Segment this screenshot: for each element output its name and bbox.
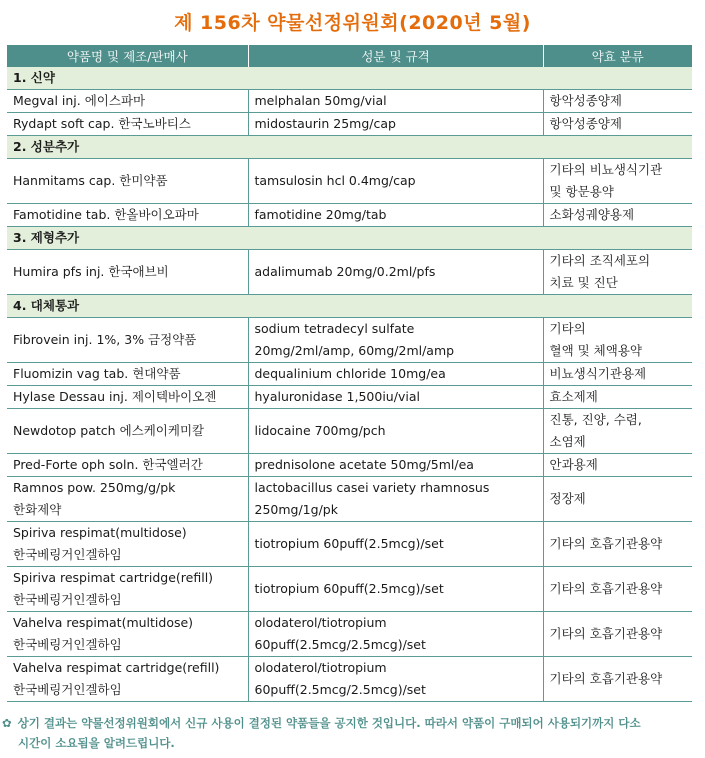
drug-category: 기타의 혈액 및 체액용약 xyxy=(543,318,692,363)
table-row xyxy=(7,250,692,295)
drug-name: Spiriva respimat(multidose) 한국베링거인겔하임 xyxy=(7,522,248,567)
flower-bullet-icon: ✿ xyxy=(2,716,12,730)
drug-ingredient: tiotropium 60puff(2.5mcg)/set xyxy=(248,567,543,612)
drug-category: 항악성종양제 xyxy=(543,113,692,136)
table-header-row xyxy=(7,45,692,67)
drug-table xyxy=(7,45,692,702)
table-row xyxy=(7,363,692,386)
drug-category: 효소제제 xyxy=(543,386,692,409)
table-row xyxy=(7,657,692,702)
drug-ingredient: hyaluronidase 1,500iu/vial xyxy=(248,386,543,409)
table-row xyxy=(7,409,692,454)
drug-category: 정장제 xyxy=(543,477,692,522)
drug-name: Ramnos pow. 250mg/g/pk 한화제약 xyxy=(7,477,248,522)
table-row xyxy=(7,567,692,612)
drug-category: 항악성종양제 xyxy=(543,90,692,113)
drug-category: 기타의 조직세포의 치료 및 진단 xyxy=(543,250,692,295)
header-name-maker: 약품명 및 제조/판매사 xyxy=(7,45,248,67)
drug-name: Vahelva respimat cartridge(refill) 한국베링거인겔하임 xyxy=(7,657,248,702)
drug-category: 기타의 비뇨생식기관 및 항문용약 xyxy=(543,159,692,204)
drug-ingredient: adalimumab 20mg/0.2ml/pfs xyxy=(248,250,543,295)
table-row xyxy=(7,477,692,522)
section-label: 1. 신약 xyxy=(7,67,692,90)
drug-category: 기타의 호흡기관용약 xyxy=(543,567,692,612)
header-category: 약효 분류 xyxy=(543,45,692,67)
drug-name: Famotidine tab. 한올바이오파마 xyxy=(7,204,248,227)
section-ingredient-added xyxy=(7,136,692,159)
table-row xyxy=(7,90,692,113)
drug-name: Megval inj. 에이스파마 xyxy=(7,90,248,113)
drug-category: 비뇨생식기관용제 xyxy=(543,363,692,386)
drug-ingredient: tiotropium 60puff(2.5mcg)/set xyxy=(248,522,543,567)
drug-name: Pred-Forte oph soln. 한국엘러간 xyxy=(7,454,248,477)
drug-category: 진통, 진양, 수렴, 소염제 xyxy=(543,409,692,454)
drug-name: Fluomizin vag tab. 현대약품 xyxy=(7,363,248,386)
drug-category: 기타의 호흡기관용약 xyxy=(543,522,692,567)
drug-ingredient: olodaterol/tiotropium 60puff(2.5mcg/2.5mcg)/set xyxy=(248,612,543,657)
drug-ingredient: dequalinium chloride 10mg/ea xyxy=(248,363,543,386)
section-form-added xyxy=(7,227,692,250)
table-row xyxy=(7,386,692,409)
table-row xyxy=(7,159,692,204)
drug-name: Hylase Dessau inj. 제이텍바이오젠 xyxy=(7,386,248,409)
footnote-line-1: 상기 결과는 약물선정위원회에서 신규 사용이 결정된 약품들을 공지한 것입니다. 따라서 약품이 구매되어 사용되기까지 다소 xyxy=(17,716,641,730)
header-ingredient: 성분 및 규격 xyxy=(248,45,543,67)
footnote-line-2: 시간이 소요됨을 알려드립니다. xyxy=(18,736,175,750)
drug-ingredient: olodaterol/tiotropium 60puff(2.5mcg/2.5mcg)/set xyxy=(248,657,543,702)
section-label: 2. 성분추가 xyxy=(7,136,692,159)
table-row xyxy=(7,204,692,227)
drug-name: Rydapt soft cap. 한국노바티스 xyxy=(7,113,248,136)
table-row xyxy=(7,113,692,136)
drug-category: 안과용제 xyxy=(543,454,692,477)
drug-name: Humira pfs inj. 한국애브비 xyxy=(7,250,248,295)
table-row xyxy=(7,318,692,363)
drug-name: Fibrovein inj. 1%, 3% 금정약품 xyxy=(7,318,248,363)
page-title: 제 156차 약물선정위원회(2020년 5월) xyxy=(174,12,531,34)
section-label: 4. 대체통과 xyxy=(7,295,692,318)
drug-name: Vahelva respimat(multidose) 한국베링거인겔하임 xyxy=(7,612,248,657)
drug-ingredient: lactobacillus casei variety rhamnosus 250mg/1g/pk xyxy=(248,477,543,522)
drug-ingredient: famotidine 20mg/tab xyxy=(248,204,543,227)
footnote xyxy=(2,713,702,753)
drug-name: Spiriva respimat cartridge(refill) 한국베링거인겔하임 xyxy=(7,567,248,612)
table-row xyxy=(7,522,692,567)
drug-ingredient: tamsulosin hcl 0.4mg/cap xyxy=(248,159,543,204)
drug-category: 기타의 호흡기관용약 xyxy=(543,612,692,657)
drug-name: Newdotop patch 에스케이케미칼 xyxy=(7,409,248,454)
section-label: 3. 제형추가 xyxy=(7,227,692,250)
table-row xyxy=(7,454,692,477)
drug-ingredient: lidocaine 700mg/pch xyxy=(248,409,543,454)
drug-name: Hanmitams cap. 한미약품 xyxy=(7,159,248,204)
drug-ingredient: prednisolone acetate 50mg/5ml/ea xyxy=(248,454,543,477)
section-new-drug xyxy=(7,67,692,90)
section-substitute-passed xyxy=(7,295,692,318)
drug-category: 기타의 호흡기관용약 xyxy=(543,657,692,702)
drug-category: 소화성궤양용제 xyxy=(543,204,692,227)
drug-ingredient: melphalan 50mg/vial xyxy=(248,90,543,113)
table-row xyxy=(7,612,692,657)
drug-ingredient: sodium tetradecyl sulfate 20mg/2ml/amp, 60mg/2ml/amp xyxy=(248,318,543,363)
drug-ingredient: midostaurin 25mg/cap xyxy=(248,113,543,136)
